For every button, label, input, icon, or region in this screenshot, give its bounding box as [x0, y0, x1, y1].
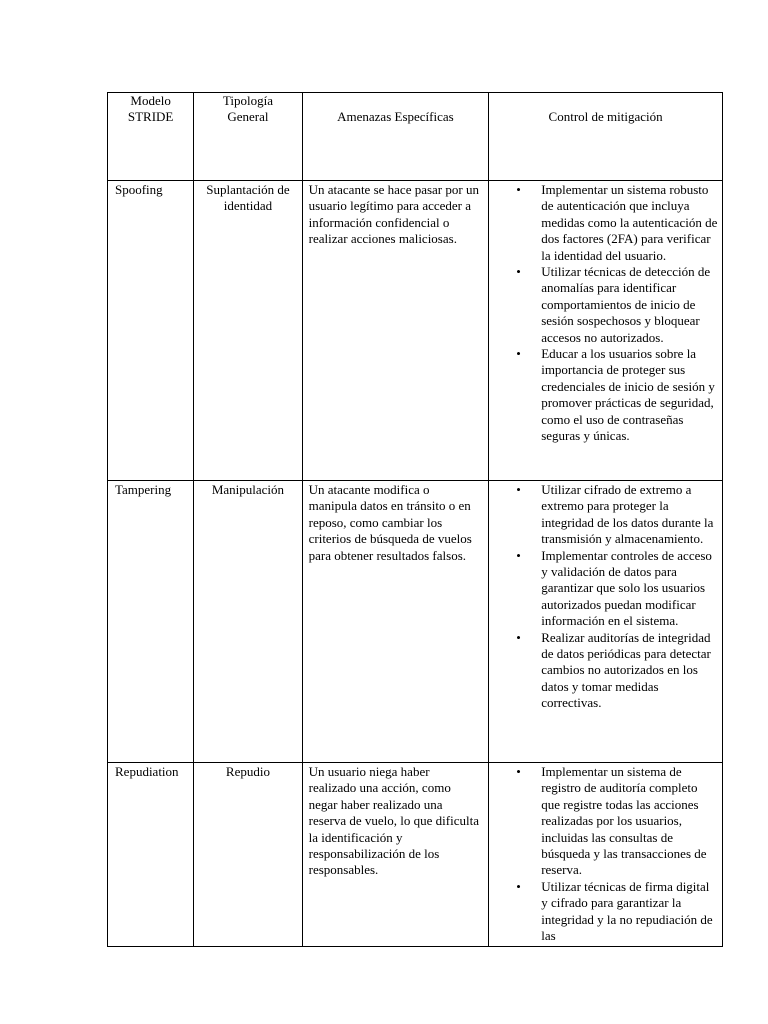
- mitigation-item: [496, 182, 718, 264]
- bullet-icon: •: [516, 547, 521, 563]
- control-mitigacion-cell: [489, 481, 723, 763]
- mitigation-text: Implementar un sistema robusto de autenticación que incluya medidas como la autenticación de dos factores (2FA) para verificar la identidad del usuario.: [541, 182, 718, 263]
- mitigation-text: Educar a los usuarios sobre la importancia de proteger sus credenciales de inicio de sesión y promover prácticas de seguridad, como el uso de contraseñas seguras y únicas.: [541, 346, 715, 444]
- bullet-icon: •: [516, 629, 521, 645]
- header-modelo-stride: Modelo STRIDE: [108, 93, 194, 181]
- mitigation-item: [496, 264, 718, 346]
- bullet-icon: •: [516, 482, 521, 497]
- control-mitigacion-cell: [489, 181, 723, 481]
- mitigation-text: Implementar un sistema de registro de auditoría completo que registre todas las acciones realizadas por los usuarios, incluidas las consultas de búsqueda y las transacciones de reserva.: [541, 764, 707, 878]
- mitigation-list: [496, 482, 718, 712]
- tipologia-cell: Repudio: [194, 763, 302, 947]
- stride-threat-table: [107, 92, 723, 947]
- mitigation-text: Realizar auditorías de integridad de datos periódicas para detectar cambios no autorizados en los datos y tomar medidas correctivas.: [541, 629, 711, 711]
- bullet-icon: •: [516, 264, 521, 280]
- stride-category-cell: Tampering: [108, 481, 194, 763]
- stride-category-cell: Spoofing: [108, 181, 194, 481]
- mitigation-item: [496, 630, 718, 712]
- bullet-icon: •: [516, 764, 521, 779]
- mitigation-list: [496, 764, 718, 944]
- bullet-icon: •: [516, 878, 521, 894]
- table-header-row: [108, 93, 723, 181]
- tipologia-cell: Suplantación de identidad: [194, 181, 302, 481]
- control-mitigacion-cell: [489, 763, 723, 947]
- bullet-icon: •: [516, 346, 521, 362]
- amenaza-cell: Un atacante se hace pasar por un usuario legítimo para acceder a información confidencial o realizar acciones maliciosas.: [302, 181, 489, 481]
- amenaza-cell: Un usuario niega haber realizado una acción, como negar haber realizado una reserva de vuelo, lo que dificulta la identificación y responsabilización de los responsables.: [302, 763, 489, 947]
- amenaza-cell: Un atacante modifica o manipula datos en tránsito o en reposo, como cambiar los criterios de búsqueda de vuelos para obtener resultados falsos.: [302, 481, 489, 763]
- mitigation-item: [496, 548, 718, 630]
- tipologia-cell: Manipulación: [194, 481, 302, 763]
- table-row: [108, 181, 723, 481]
- mitigation-text: Utilizar técnicas de firma digital y cifrado para garantizar la integridad y la no repudiación de las: [541, 878, 713, 944]
- table-row: [108, 481, 723, 763]
- bullet-icon: •: [516, 182, 521, 197]
- mitigation-item: [496, 764, 718, 879]
- header-tipologia-general: Tipología General: [194, 93, 302, 181]
- mitigation-text: Utilizar cifrado de extremo a extremo para proteger la integridad de los datos durante la transmisión y almacenamiento.: [541, 482, 714, 547]
- mitigation-text: Implementar controles de acceso y validación de datos para garantizar que solo los usuarios autorizados puedan modificar información en el sistema.: [541, 547, 712, 629]
- table-row: [108, 763, 723, 947]
- mitigation-text: Utilizar técnicas de detección de anomalías para identificar comportamientos de inicio de sesión sospechosos y bloquear accesos no autorizados.: [541, 264, 711, 345]
- header-amenazas-especificas: Amenazas Específicas: [302, 93, 489, 181]
- stride-category-cell: Repudiation: [108, 763, 194, 947]
- mitigation-list: [496, 182, 718, 445]
- header-control-mitigacion: Control de mitigación: [489, 93, 723, 181]
- mitigation-item: [496, 482, 718, 548]
- mitigation-item: [496, 879, 718, 945]
- mitigation-item: [496, 346, 718, 444]
